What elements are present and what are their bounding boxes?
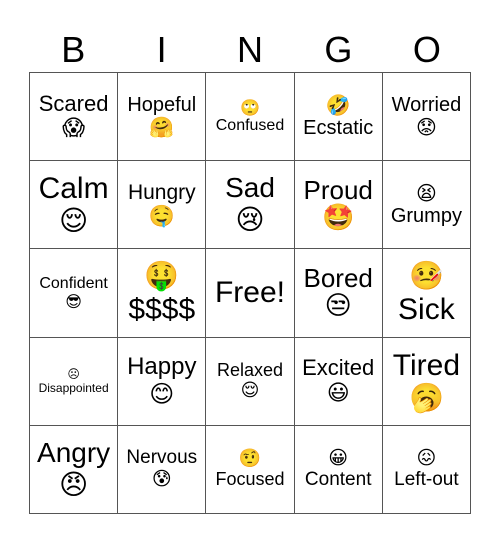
bingo-cell[interactable]: [118, 249, 206, 337]
cell-label: Nervous: [126, 447, 198, 469]
bingo-cell[interactable]: [206, 338, 294, 426]
emoji-icon: 😌: [58, 204, 89, 238]
cell-label: Sad: [225, 172, 275, 204]
cell-label: Confused: [215, 116, 285, 134]
bingo-cell[interactable]: [295, 338, 383, 426]
cell-label: $$$$: [128, 292, 196, 326]
cell-label: Worried: [391, 94, 462, 117]
bingo-cell[interactable]: [206, 249, 294, 337]
bingo-cell[interactable]: [383, 249, 471, 337]
bingo-cell[interactable]: [206, 73, 294, 161]
cell-label: Tired: [392, 348, 461, 382]
bingo-cell[interactable]: [383, 73, 471, 161]
header-letter-b: B: [61, 29, 86, 70]
emoji-icon: 😱: [62, 116, 86, 142]
header-letter-i: I: [156, 29, 167, 70]
bingo-cell[interactable]: [118, 73, 206, 161]
emoji-icon: 😃: [326, 380, 350, 406]
emoji-icon: 🤗: [149, 115, 175, 140]
bingo-cell[interactable]: [30, 73, 118, 161]
bingo-cell[interactable]: [295, 161, 383, 249]
cell-label: Relaxed: [216, 359, 284, 380]
cell-label: Free!: [214, 276, 285, 310]
bingo-cell[interactable]: [30, 161, 118, 249]
cell-label: Disappointed: [38, 380, 109, 395]
cell-label: Bored: [303, 262, 373, 293]
emoji-icon: 😊: [149, 379, 175, 408]
bingo-cell[interactable]: [383, 161, 471, 249]
bingo-cell[interactable]: [30, 249, 118, 337]
cell-label: Ecstatic: [303, 117, 374, 140]
cell-label: Grumpy: [390, 205, 462, 228]
emoji-icon: 🤨: [238, 448, 262, 470]
bingo-header: [29, 28, 471, 72]
header-letter-g: G: [324, 29, 353, 70]
cell-label: Angry: [37, 436, 111, 468]
bingo-cell[interactable]: [295, 249, 383, 337]
emoji-icon: 😢: [235, 203, 265, 237]
emoji-icon: 😎: [65, 291, 82, 311]
bingo-cell[interactable]: [295, 73, 383, 161]
cell-label: Calm: [38, 172, 109, 206]
emoji-icon: 😖: [416, 447, 437, 470]
cell-label: Confident: [39, 275, 108, 292]
cell-label: Sick: [398, 292, 455, 326]
bingo-cell[interactable]: [206, 426, 294, 514]
emoji-icon: 😠: [58, 467, 89, 501]
emoji-icon: 🤤: [148, 204, 175, 229]
emoji-icon: ☹: [67, 366, 80, 381]
emoji-icon: 😫: [415, 181, 437, 206]
cell-label: Proud: [303, 174, 373, 205]
bingo-cell[interactable]: [383, 338, 471, 426]
emoji-icon: 😀: [328, 447, 349, 470]
header-letter-n: N: [237, 29, 264, 70]
emoji-icon: 😌: [240, 379, 260, 401]
bingo-cell[interactable]: [383, 426, 471, 514]
bingo-cell[interactable]: [295, 426, 383, 514]
cell-label: Content: [304, 468, 372, 490]
emoji-icon: 🙄: [240, 97, 260, 117]
emoji-icon: 😟: [415, 115, 437, 140]
bingo-cell[interactable]: [30, 338, 118, 426]
cell-label: Happy: [127, 353, 197, 381]
bingo-cell[interactable]: [206, 161, 294, 249]
bingo-card-grid: [29, 72, 471, 514]
header-letter-o: O: [412, 29, 441, 70]
emoji-icon: 😰: [151, 467, 172, 490]
emoji-icon: 🤒: [408, 259, 444, 293]
cell-label: Hungry: [127, 181, 196, 205]
cell-label: Left-out: [394, 468, 459, 490]
bingo-cell[interactable]: [118, 338, 206, 426]
bingo-cell[interactable]: [118, 161, 206, 249]
cell-label: Excited: [302, 355, 375, 381]
emoji-icon: 🤑: [144, 259, 180, 293]
bingo-cell[interactable]: [118, 426, 206, 514]
cell-label: Focused: [215, 468, 285, 489]
cell-label: Scared: [38, 90, 109, 116]
cell-label: Hopeful: [127, 94, 197, 117]
emoji-icon: 😒: [324, 291, 352, 322]
emoji-icon: 🤣: [325, 93, 351, 118]
bingo-cell[interactable]: [30, 426, 118, 514]
emoji-icon: 🤩: [322, 203, 355, 234]
emoji-icon: 🥱: [408, 380, 444, 414]
